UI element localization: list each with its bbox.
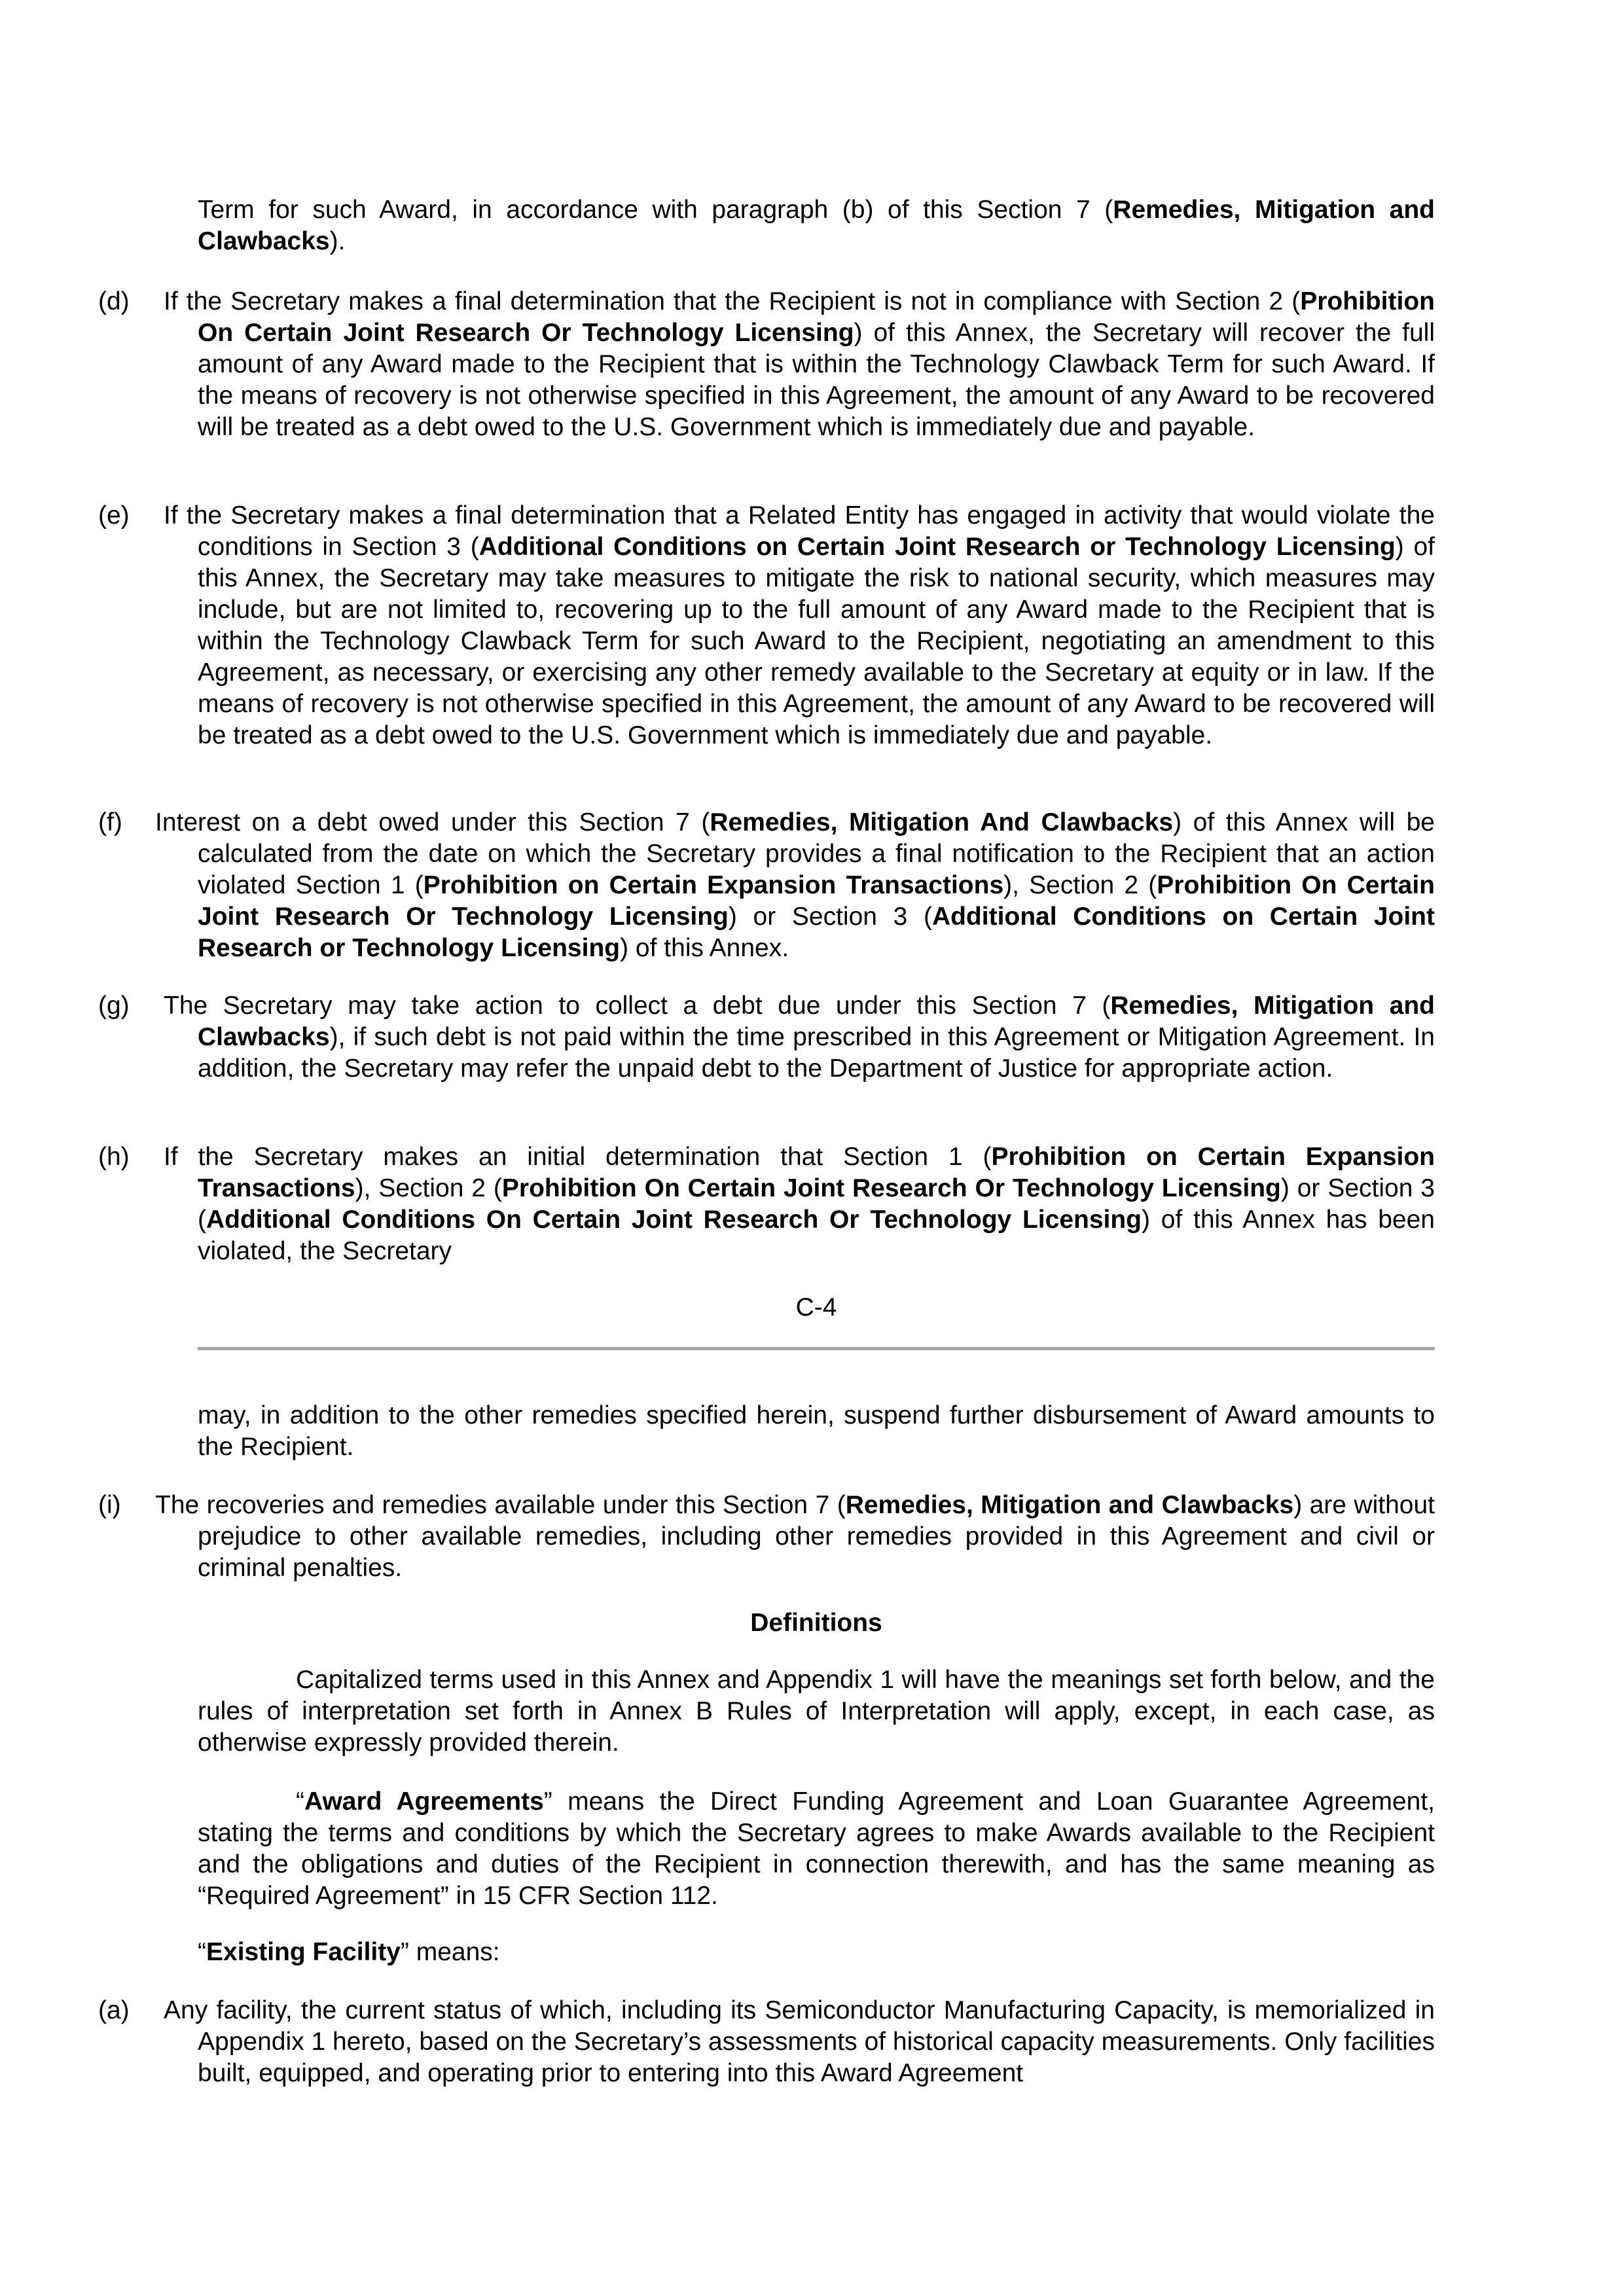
bold-term: Prohibition on Certain Expansion Transactions	[423, 871, 1004, 899]
text: ) or Section 3 (	[198, 1174, 1435, 1234]
clause-body	[164, 500, 1435, 751]
clause-body	[155, 807, 1435, 964]
clause-d	[98, 286, 1435, 443]
text: ) of this Annex, the Secretary may take measures to mitigate the risk to national security, which measures may include, but are not limited to, recovering up to the full amount of any Award made to the Recipient that is within the Technology Clawback Term for such Award to the Recipient, negotiating an amendment to this Agreement, as necessary, or exercising any other remedy available to the Secretary at equity or in law. If the means of recovery is not otherwise specified in this Agreement, the amount of any Award to be recovered will be treated as a debt owed to the U.S. Government which is immediately due and payable.	[198, 533, 1435, 749]
bold-term: Remedies, Mitigation and Clawbacks	[845, 1491, 1294, 1519]
text: ) of this Annex, the Secretary will recover the full amount of any Award made to the Recipient that is within the Technology Clawback Term for such Award. If the means of recovery is not otherwise specified in this Agreement, the amount of any Award to be recovered will be treated as a debt owed to the U.S. Government which is immediately due and payable.	[198, 319, 1435, 441]
clause-a	[98, 1995, 1435, 2089]
clause-label: (d)	[98, 287, 130, 315]
clause-f	[98, 807, 1435, 964]
definition-award-agreements	[198, 1786, 1435, 1912]
bold-term: Additional Conditions on Certain Joint Research or Technology Licensing	[198, 903, 1435, 962]
clause-label: (g)	[98, 992, 130, 1020]
clause-body	[164, 990, 1435, 1085]
clause-label: (f)	[98, 808, 122, 836]
text: ) are without prejudice to other available remedies, including other remedies provided in this Agreement and civil or criminal penalties.	[198, 1491, 1435, 1582]
continuation-paragraph	[198, 194, 1435, 257]
clause-label: (a)	[98, 1996, 130, 2024]
bold-term: Remedies, Mitigation and Clawbacks	[198, 196, 1435, 255]
section-heading	[198, 1607, 1435, 1639]
definition-existing-facility	[198, 1937, 1435, 1968]
text: ) of this Annex has been violated, the Secretary	[198, 1206, 1435, 1265]
text: ).	[329, 227, 346, 255]
clause-label: (e)	[98, 501, 130, 529]
text: “	[296, 1787, 304, 1816]
bold-term: Prohibition on Certain Expansion Transactions	[198, 1143, 1435, 1202]
text: If the Secretary makes an initial determination that Section 1 (	[164, 1143, 992, 1171]
clause-e	[98, 500, 1435, 751]
bold-term: Prohibition On Certain Joint Research Or Technology Licensing	[198, 287, 1435, 347]
bold-term: Additional Conditions on Certain Joint Research or Technology Licensing	[478, 533, 1396, 561]
text: Term for such Award, in accordance with paragraph (b) of this Section 7 (	[198, 196, 1113, 224]
clause-i	[98, 1490, 1435, 1584]
clause-h	[98, 1141, 1435, 1267]
clause-body	[155, 1490, 1435, 1584]
defined-term: Award Agreements	[304, 1787, 544, 1816]
definitions-intro: Capitalized terms used in this Annex and Appendix 1 will have the meanings set forth below, and the rules of interpretation set forth in Annex B Rules of Interpretation will apply, except, in each case, as otherwise expressly provided therein.	[198, 1666, 1435, 1757]
text: ), Section 2 (	[355, 1174, 502, 1202]
clause-label: (i)	[98, 1491, 121, 1519]
defined-term: Existing Facility	[206, 1938, 401, 1966]
text: The Secretary may take action to collect a debt due under this Section 7 (	[164, 992, 1111, 1020]
text: If the Secretary makes a final determination that the Recipient is not in compliance with Section 2 (	[164, 287, 1301, 315]
continuation-paragraph-2: may, in addition to the other remedies specified herein, suspend further disbursement of Award amounts to the Recipient.	[198, 1401, 1435, 1461]
text: “	[198, 1938, 206, 1966]
text: The recoveries and remedies available under this Section 7 (	[155, 1491, 846, 1519]
clause-body	[164, 286, 1435, 443]
clause-body	[164, 1995, 1435, 2089]
text: If the Secretary makes a final determination that a Related Entity has engaged in activity that would violate the conditions in Section 3 (	[164, 501, 1435, 561]
clause-body	[164, 1141, 1435, 1267]
bold-term: Remedies, Mitigation And Clawbacks	[710, 808, 1174, 836]
page-number: C-4	[795, 1293, 837, 1321]
text: ) of this Annex will be calculated from the date on which the Secretary provides a final notification to the Recipient that an action violated Section 1 (	[198, 808, 1435, 899]
bold-term: Prohibition On Certain Joint Research Or Technology Licensing	[501, 1174, 1281, 1202]
text: ), Section 2 (	[1003, 871, 1157, 899]
text: ), if such debt is not paid within the time prescribed in this Agreement or Mitigation Agreement. In addition, the Secretary may refer the unpaid debt to the Department of Justice for appropriate action.	[198, 1023, 1435, 1083]
text: Interest on a debt owed under this Section 7 (	[155, 808, 710, 836]
clause-g	[98, 990, 1435, 1085]
text: Any facility, the current status of which, including its Semiconductor Manufacturing Capacity, is memorialized in Appendix 1 hereto, based on the Secretary’s assessments of historical capacity measurements. Only facilities built, equipped, and operating prior to entering into this Award Agreement	[164, 1996, 1435, 2087]
text: ) or Section 3 (	[728, 903, 932, 931]
heading-text: Definitions	[750, 1609, 882, 1637]
text: ” means the Direct Funding Agreement and Loan Guarantee Agreement, stating the terms and conditions by which the Secretary agrees to make Awards available to the Recipient and the obligations and duties of the Recipient in connection therewith, and has the same meaning as “Required Agreement” in 15 CFR Section 112.	[198, 1787, 1435, 1910]
clause-label: (h)	[98, 1143, 130, 1171]
text: ) of this Annex.	[620, 934, 789, 962]
bold-term: Remedies, Mitigation and Clawbacks	[198, 992, 1435, 1051]
page-break-rule	[198, 1347, 1435, 1350]
bold-term: Prohibition On Certain Joint Research Or Technology Licensing	[198, 871, 1435, 931]
bold-term: Additional Conditions On Certain Joint Research Or Technology Licensing	[206, 1206, 1142, 1234]
text: ” means:	[400, 1938, 500, 1966]
